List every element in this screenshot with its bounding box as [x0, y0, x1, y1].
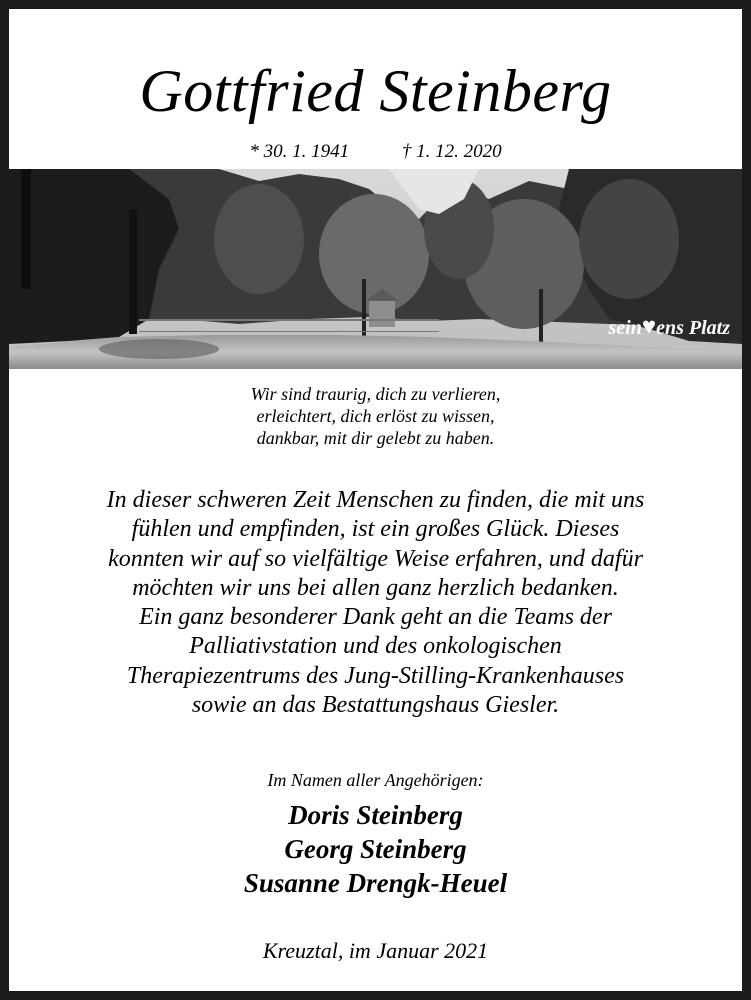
death-date: † 1. 12. 2020: [401, 141, 502, 162]
message-line: Therapiezentrums des Jung-Stilling-Krankenhauses: [126, 662, 625, 689]
verse-line: erleichtert, dich erlöst zu wissen,: [256, 406, 495, 426]
mourner-name: Susanne Drengk-Heuel: [243, 868, 508, 898]
message-line: Ein ganz besonderer Dank geht an die Teams der: [139, 604, 612, 631]
verse-line: dankbar, mit dir gelebt zu haben.: [256, 428, 495, 448]
thank-you-message: [29, 486, 722, 720]
tagline-word-platz: ens Platz: [656, 317, 730, 339]
message-line: fühlen und empfinden, ist ein großes Glück. Dieses: [131, 516, 620, 543]
life-dates: [9, 140, 742, 164]
signoff-line: Im Namen aller Angehörigen:: [267, 770, 484, 790]
deceased-name: Gottfried Steinberg: [139, 58, 612, 124]
heart-icon: ♥: [641, 314, 657, 340]
memorial-verse: [9, 383, 742, 449]
message-line: konnten wir auf so vielfältige Weise erfahren, und dafür: [108, 545, 643, 572]
mourner-name: Doris Steinberg: [288, 800, 463, 830]
message-line: möchten wir uns bei allen ganz herzlich bedanken.: [132, 574, 619, 601]
place-and-date: Kreuztal, im Januar 2021: [262, 938, 489, 963]
message-line: In dieser schweren Zeit Menschen zu finden, die mit uns: [106, 487, 645, 513]
message-line: Palliativstation und des onkologischen: [189, 633, 562, 660]
mourner-names: [9, 798, 742, 900]
tagline-word-sein: sein: [608, 317, 642, 339]
birth-date: * 30. 1. 1941: [249, 141, 350, 162]
photo-tagline: [609, 315, 731, 340]
verse-line: Wir sind traurig, dich zu verlieren,: [250, 384, 501, 404]
mourner-name: Georg Steinberg: [284, 834, 467, 864]
message-line: sowie an das Bestattungshaus Giesler.: [191, 692, 560, 719]
